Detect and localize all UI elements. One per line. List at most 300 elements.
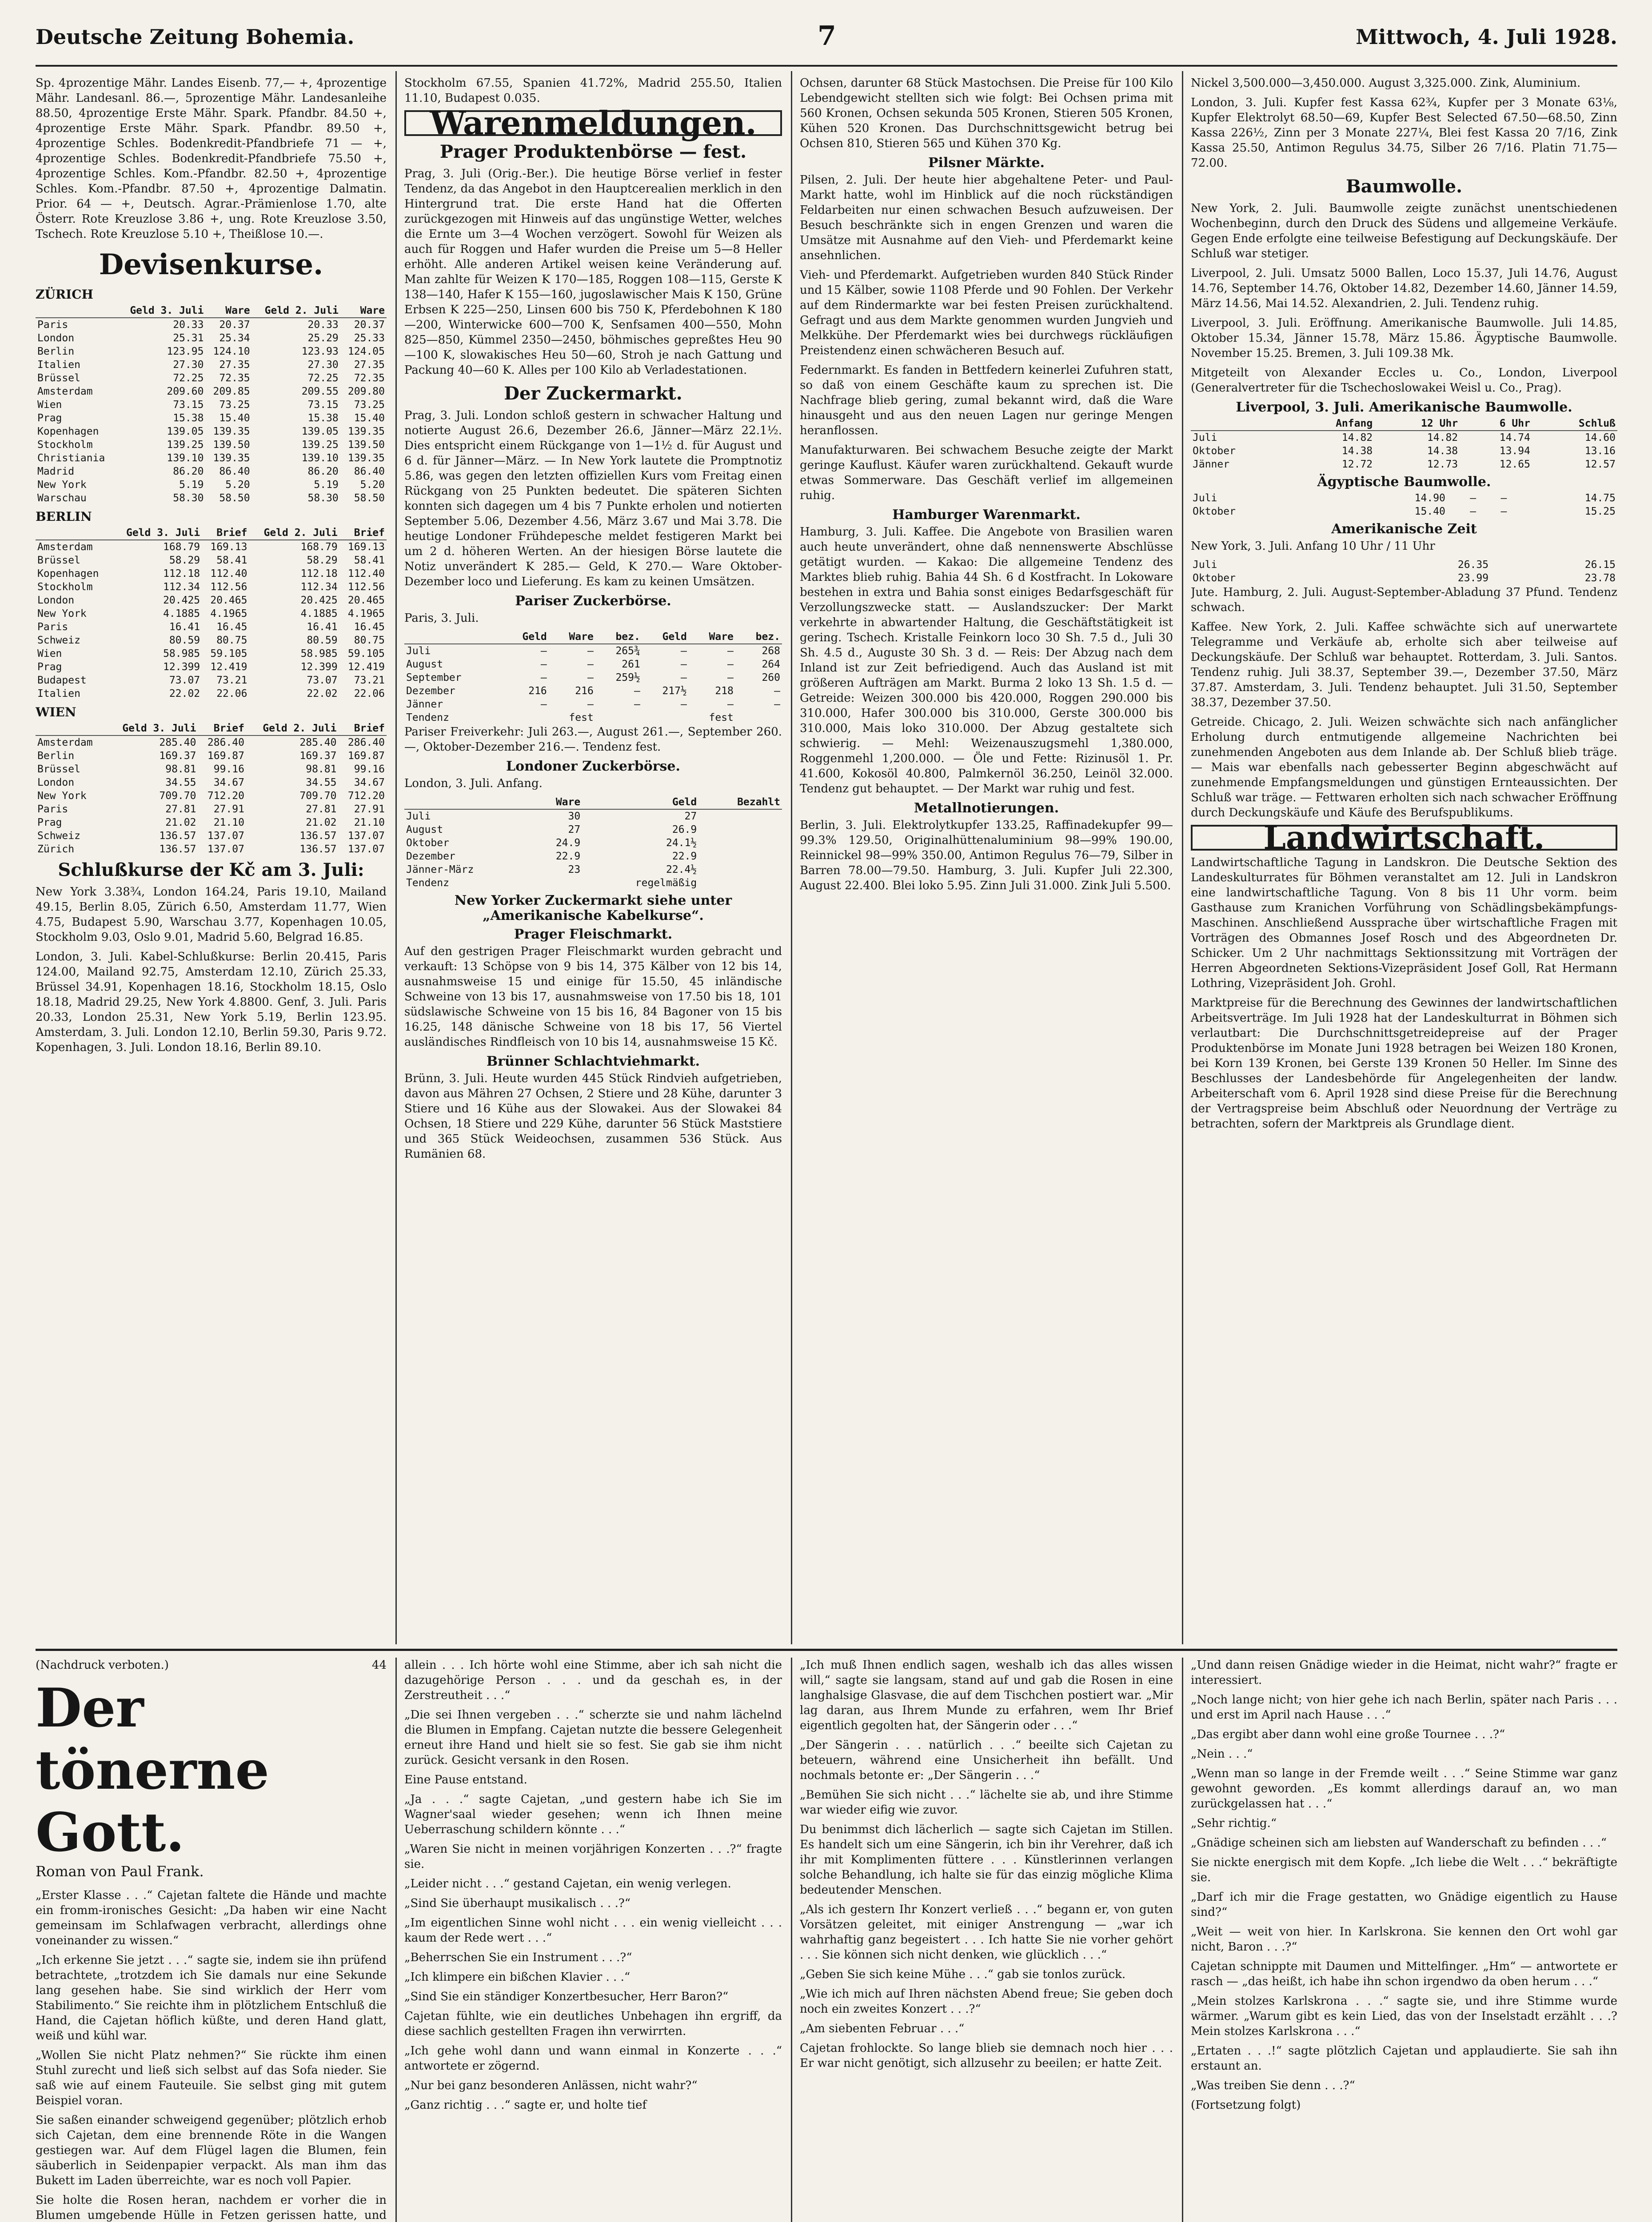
table-cell: Juli — [406, 645, 431, 657]
table-cell: August — [406, 824, 443, 835]
table-cell: Kopenhagen — [37, 568, 99, 579]
table-cell: 137.07 — [347, 830, 385, 842]
table-cell: 22.06 — [354, 688, 385, 699]
table-cell: 139.50 — [213, 439, 250, 451]
table-cell: 72.25 — [307, 372, 339, 384]
col-header: Ware — [340, 304, 387, 318]
col-header: Geld — [502, 630, 549, 644]
table-row — [404, 836, 782, 850]
table-cell: 72.35 — [354, 372, 385, 384]
table-cell: 16.45 — [354, 621, 385, 633]
paris-sugar-table — [404, 630, 782, 724]
novel-paragraph: „Noch lange nicht; von hier gehe ich nach Berlin, später nach Paris . . . und erst im April nach Hause . . .“ — [1191, 1693, 1617, 1722]
table-cell: 30 — [568, 811, 581, 822]
table-row — [36, 674, 387, 687]
table-cell: 58.41 — [216, 555, 247, 566]
column-markets — [800, 76, 1173, 1644]
novel-paragraph: „Sehr richtig.“ — [1191, 1817, 1277, 1830]
amer-cotton-table — [1191, 417, 1617, 471]
novel-paragraph: „Mein stolzes Karlskrona . . .“ sagte sie, und ihre Stimme wurde wärmer. „Warum gibt es kein Lied, das von der Inselstadt erzählt . . .? Mein stolzes Karlskrona . . .“ — [1191, 1994, 1617, 2038]
table-cell: Amsterdam — [37, 737, 93, 748]
table-cell: Oktober — [1193, 572, 1236, 584]
table-row — [36, 687, 387, 700]
novel-paragraph: (Fortsetzung folgt) — [1191, 2098, 1301, 2112]
table-row — [36, 580, 387, 594]
table-cell: London — [37, 777, 75, 788]
table-cell: 58.50 — [219, 492, 250, 504]
table-cell: — — [774, 699, 780, 710]
pilsen-text: Pilsen, 2. Juli. Der heute hier abgehaltene Peter- und Paul-Markt hatte, wohl im Hinblick auf die noch rückständigen Feldarbeiten nur einen schwachen Besuch aufzuweisen. Der Besuch beschränkte sich in engen Grenzen und waren die Umsätze mit Ausnahme auf den Vieh- und Pferdemarkt keine ansehnlichen. — [800, 173, 1173, 262]
table-cell: 58.985 — [163, 648, 200, 659]
hamburg-text: Hamburg, 3. Juli. Kaffee. Die Angebote von Brasilien waren auch heute unverändert, ohne daß nennenswerte Abschlüsse getätigt wurden. — Kakao: Die allgemeine Tendenz des Marktes blieb ruhig. Bahia 44 Sh. 6 d Kostfracht. In Lokoware bestehen in extra und Bahia sonst einiges Bedarfsgeschäft für Verzollungszwecke statt. — Auslandszucker: Der Markt verkehrte in abwartender Haltung, die Geschäftstätigkeit ist gering. Tschech. Kristalle Feinkorn loco 30 Sh. 7.5 d., Juli 30 Sh. 4.5 d., Auguste 30 Sh. 3 d. — Reis: Der Abzug nach dem Inland ist zur Zeit befriedigend. Auch das Ausland ist mit größeren Aufträgen am Markt. Burma 2 loko 13 Sh. 1.5 d. — Getreide: Weizen 300.000 bis 420.000, Roggen 290.000 bis 310.000, Hafer 300.000 bis 310.000, Gerste 300.000 bis 310.000, Mais loko 310.000. Der Abzug gestaltete sich schwierig. — Mehl: Weizenauszugsmehl 1,380.000, Roggenmehl 1,200.000. — Öle und Fette: Rizinusöl 1. Pr. 41.600, Kokosöl 40.800, Palmkernöl 36.250, Leinöl 32.000. Tendenz gut behauptet. — Der Markt war ruhig und fest. — [800, 525, 1173, 795]
table-cell: 286.40 — [207, 737, 244, 748]
table-cell: 59.105 — [347, 648, 385, 659]
table-cell: 73.07 — [169, 675, 200, 686]
table-cell: 27.91 — [354, 803, 385, 815]
table-cell: London — [37, 332, 75, 344]
table-cell: 12.73 — [1427, 459, 1458, 470]
table-cell: 22.9 — [672, 851, 697, 862]
table-row — [36, 620, 387, 634]
novel-paragraph: Cajetan frohlockte. So lange blieb sie demnach noch hier . . . Er war nicht genötigt, sich allzusehr zu beeilen; er hatte Zeit. — [800, 2042, 1173, 2070]
table-row — [404, 863, 782, 876]
table-cell: 58.29 — [307, 555, 338, 566]
table-row — [404, 684, 782, 698]
table-cell: 139.25 — [301, 439, 339, 451]
table-cell: — — [1500, 492, 1507, 504]
amer-cotton-label: Liverpool, 3. Juli. Amerikanische Baumwolle. — [1236, 400, 1572, 415]
table-cell: 73.25 — [219, 399, 250, 411]
table-cell: 136.57 — [159, 830, 196, 842]
novel-paragraph: „Wenn man so lange in der Fremde weilt . . .“ Seine Stimme war ganz gewohnt geworden. „Es kommt allerdings darauf an, wo man zurückgelassen hat . . .“ — [1191, 1767, 1617, 1810]
table-cell: Paris — [37, 803, 68, 815]
table-cell: 27 — [568, 824, 581, 835]
table-cell: 137.07 — [347, 843, 385, 855]
table-cell: 72.25 — [173, 372, 204, 384]
col-header — [404, 630, 502, 644]
table-cell: Italien — [37, 359, 80, 371]
table-cell: 139.05 — [301, 426, 339, 437]
novel-paragraph: „Wollen Sie nicht Platz nehmen?“ Sie rückte ihm einen Stuhl zurecht und ließ sich selbst auf das Sofa nieder. Sie saß wie auf einem Fauteuile. Sie selbst ging mit gutem Beispiel voran. — [36, 2049, 387, 2107]
col-header: Ware — [532, 795, 582, 809]
table-cell: 14.82 — [1427, 432, 1458, 444]
table-cell — [698, 850, 782, 863]
table-cell — [735, 711, 782, 724]
table-cell: 22.02 — [307, 688, 338, 699]
table-cell — [698, 809, 782, 823]
table-cell: 268 — [762, 645, 780, 657]
table-cell: 14.75 — [1584, 492, 1616, 504]
table-cell: — — [727, 699, 734, 710]
london-sugar-table — [404, 795, 782, 890]
table-cell: 14.74 — [1499, 432, 1530, 444]
schlacht-label: Brünner Schlachtviehmarkt. — [486, 1054, 700, 1069]
table-cell: 12.419 — [347, 661, 385, 673]
table-cell: 139.35 — [347, 452, 385, 464]
table-cell: 20.33 — [173, 319, 204, 331]
table-row — [36, 789, 387, 803]
table-cell: 98.81 — [306, 763, 337, 775]
table-row — [36, 318, 387, 332]
schlacht-continued: Ochsen, darunter 68 Stück Mastochsen. Die Preise für 100 Kilo Lebendgewicht stellten sich wie folgt: Bei Ochsen prima mit 560 Kronen, Ochsen sekunda 505 Kronen, Stieren 505 Kronen, Kühen 520 Kronen. Das Durchschnittsgewicht betrug bei Ochsen 810, Stieren 565 und Kühen 370 Kg. — [800, 76, 1173, 150]
table-cell: 285.40 — [159, 737, 196, 748]
table-row — [1191, 458, 1617, 471]
installment-number: 44 — [371, 1659, 387, 1672]
table-row — [36, 345, 387, 358]
table-cell: 259½ — [615, 672, 640, 683]
novel-paragraph: „Die sei Ihnen vergeben . . .“ scherzte sie und nahm lächelnd die Blumen in Empfang. Cajetan nutzte die bessere Gelegenheit erneut ihre Hand und hielt sie so fest. Sie gab sie ihm nicht zurück. Gesicht versank in den Rosen. — [404, 1708, 782, 1767]
table-cell: 260 — [762, 672, 780, 683]
table-cell: 169.87 — [347, 750, 385, 762]
table-cell: 24.9 — [555, 837, 581, 849]
table-cell: 22.06 — [216, 688, 247, 699]
novel-paragraph: „Beherrschen Sie ein Instrument . . .?“ — [404, 1951, 632, 1964]
table-cell: 23.78 — [1584, 572, 1616, 584]
col-header: Geld 2. Juli — [249, 526, 339, 540]
table-cell: 73.15 — [173, 399, 204, 411]
table-row — [404, 644, 782, 658]
col-header: Ware — [205, 304, 251, 318]
table-cell: Brüssel — [37, 372, 80, 384]
table-cell — [698, 863, 782, 876]
table-cell: 712.20 — [207, 790, 244, 802]
issue-date: Mittwoch, 4. Juli 1928. — [1356, 25, 1617, 49]
novel-paragraph: „Bemühen Sie sich nicht . . .“ lächelte sie ab, und ihre Stimme war wieder eifig wie zuvor. — [800, 1788, 1173, 1817]
novel-paragraph: „Ja . . .“ sagte Cajetan, „und gestern habe ich Sie im Wagner'saal wieder gesehen; wenn ich Ihnen meine Ueberraschung schildern könnte . . .“ — [404, 1793, 782, 1836]
table-cell: 21.02 — [306, 817, 337, 828]
table-cell: 14.38 — [1341, 445, 1373, 457]
table-cell: 27.81 — [306, 803, 337, 815]
table-cell: Berlin — [37, 750, 75, 762]
table-cell: New York — [37, 608, 87, 619]
novel-paragraph: „Ich erkenne Sie jetzt . . .“ sagte sie, indem sie ihn prüfend betrachtete, „trotzdem ich Sie damals nur eine Sekunde lang gesehen habe. Sie sind wirklich der Herr vom Stabilimento.“ Sie reichte ihm in plötzlichem Entschluß die Hand, die Cajetan höflich küßte, und deren Hand glatt, weiß und kühl war. — [36, 1954, 387, 2042]
table-row — [36, 567, 387, 580]
table-row — [36, 540, 387, 554]
table-row — [36, 465, 387, 478]
col-header: Brief — [338, 722, 387, 735]
novel-paragraph: „Ich muß Ihnen endlich sagen, weshalb ich das alles wissen will,“ sagte sie langsam, stand auf und gab die Rosen in eine langhalsige Glasvase, die auf dem Tischchen postiert war. „Mir lag daran, aus Ihrem Munde zu erfahren, wem Ihr Brief eigentlich gegolten hat, der Sängerin oder . . .“ — [800, 1659, 1173, 1732]
jute-text: Jute. Hamburg, 2. Juli. August-September-Abladung 37 Pfund. Tendenz schwach. — [1191, 586, 1617, 614]
table-row — [36, 372, 387, 385]
table-row — [404, 823, 782, 836]
bremen-cotton-text: Liverpool, 3. Juli. Eröffnung. Amerikanische Baumwolle. Juli 14.85, Oktober 15.34, Jänner 15.78, März 15.86. Ägyptische Baumwolle. November 15.25. Bremen, 3. Juli 109.38 Mk. — [1191, 316, 1617, 360]
table-cell: — — [634, 685, 640, 697]
table-cell: 209.55 — [301, 386, 339, 397]
column-warenmeldungen — [404, 76, 782, 1644]
table-cell: 13.16 — [1584, 445, 1616, 457]
table-cell: Juli — [406, 811, 431, 822]
table-cell: — — [540, 699, 547, 710]
table-row — [36, 607, 387, 620]
table-cell: regelmäßig — [635, 877, 697, 889]
table-cell: — — [1470, 506, 1476, 517]
table-cell: 136.57 — [159, 843, 196, 855]
table-cell: 58.30 — [173, 492, 204, 504]
table-cell: 5.20 — [360, 479, 385, 491]
table-cell: Warschau — [37, 492, 87, 504]
masthead — [36, 16, 1617, 67]
baumwolle-title: Baumwolle. — [1345, 176, 1462, 197]
novel-paragraph: „Ganz richtig . . .“ sagte er, und holte tief — [404, 2098, 647, 2112]
table-cell: 22.4½ — [666, 864, 697, 875]
table-cell: 261 — [622, 659, 640, 670]
table-cell: Schweiz — [37, 830, 80, 842]
col-header: Geld 3. Juli — [106, 722, 198, 735]
table-cell: Juli — [1193, 432, 1217, 444]
table-cell: — — [587, 699, 594, 710]
table-cell: 73.15 — [307, 399, 339, 411]
table-cell: 21.10 — [354, 817, 385, 828]
novel-column-3 — [800, 1658, 1173, 2222]
table-row — [36, 398, 387, 412]
table-cell: 16.41 — [307, 621, 338, 633]
nyz-title: New Yorker Zuckermarkt siehe unter „Amerikanische Kabelkurse“. — [454, 893, 732, 923]
schlacht-text: Brünn, 3. Juli. Heute wurden 445 Stück Rindvieh aufgetrieben, davon aus Mähren 27 Ochsen, 2 Stiere und 28 Kühe, darunter 3 Stiere und 16 Kühe aus der Slowakei. Aus der Slowakei 84 Ochsen, 18 Stiere und 229 Kühe, darunter 56 Stück Maststiere und 365 Stück Weideochsen, zusammen 536 Stück. Aus Rumänien 68. — [404, 1072, 782, 1161]
table-cell: 216 — [528, 685, 547, 697]
col-header: Geld 2. Juli — [246, 722, 338, 735]
col-header: Geld 3. Juli — [112, 526, 202, 540]
table-cell: 137.07 — [207, 830, 244, 842]
table-cell: August — [406, 659, 443, 670]
table-cell: 34.67 — [213, 777, 244, 788]
table-cell — [502, 711, 549, 724]
column-rule — [1182, 1658, 1183, 2222]
table-cell: 25.34 — [219, 332, 250, 344]
table-cell: 58.30 — [307, 492, 339, 504]
table-row — [36, 816, 387, 829]
table-cell: 86.40 — [354, 466, 385, 477]
table-cell: 27.81 — [165, 803, 196, 815]
table-cell: 12.72 — [1341, 459, 1373, 470]
table-cell — [642, 711, 689, 724]
table-cell: 209.60 — [167, 386, 204, 397]
vieh-text: Vieh- und Pferdemarkt. Aufgetrieben wurden 840 Stück Rinder und 15 Kälber, sowie 1108 Pferde und 90 Fohlen. Der Verkehr auf dem Rindermarkte war bei festen Preisen zurückhaltend. Gefragt und aus dem Markte genommen wurden Jungvieh und Melkkühe. Der Pferdemarkt wies bei durchwegs rückläufigen Preistendenz einen schwächeren Besuch auf. — [800, 268, 1173, 357]
table-row — [36, 412, 387, 425]
novel-paragraph: „Wie ich mich auf Ihren nächsten Abend freue; Sie geben doch noch ein zweites Konzert . . .?“ — [800, 1987, 1173, 2016]
table-cell: 218 — [715, 685, 734, 697]
table-cell: 23 — [568, 864, 581, 875]
london-sub: London, 3. Juli. Anfang. — [404, 777, 543, 790]
schluss-title: Schlußkurse der Kč am 3. Juli: — [58, 859, 364, 880]
table-cell: 73.07 — [307, 675, 338, 686]
ny-cotton-table — [1191, 558, 1617, 585]
metall-text: Berlin, 3. Juli. Elektrolytkupfer 133.25, Raffinadekupfer 99—99.3% 129.50, Originalhüttenaluminium 98—99% 190.00, Reinnickel 98—99% 350.00, Antimon Regulus 76—79, Silber in Barren 78.00—79.50. Hamburg, 3. Juli. Kupfer Juli 22.300, August 22.400. Blei loko 5.95. Zinn Juli 31.000. Zink Juli 5.500. — [800, 819, 1173, 892]
table-cell: — — [681, 659, 687, 670]
table-cell: 73.21 — [354, 675, 385, 686]
table-cell: 136.57 — [299, 830, 337, 842]
table-cell: 58.41 — [354, 555, 385, 566]
table-cell: 137.07 — [207, 843, 244, 855]
table-cell — [595, 711, 642, 724]
table-cell: 22.02 — [169, 688, 200, 699]
table-cell: Tendenz — [406, 712, 449, 723]
table-cell: 124.10 — [213, 346, 250, 357]
metal-continued: Nickel 3,500.000—3,450.000. August 3,325.000. Zink, Aluminium. — [1191, 76, 1581, 90]
table-row — [36, 594, 387, 607]
table-row — [36, 452, 387, 465]
table-cell: 25.33 — [354, 332, 385, 344]
table-cell: 72.35 — [219, 372, 250, 384]
table-cell — [532, 876, 582, 890]
table-cell: 169.87 — [207, 750, 244, 762]
novel-paragraph: „Das ergibt aber dann wohl eine große Tournee . . .?“ — [1191, 1728, 1505, 1741]
novel-paragraph: Sie holte die Rosen heran, nachdem er vorher die in Blumen umgebende Hülle in Fetzen gerissen hatte, und — [36, 2194, 387, 2222]
feuilleton-rule — [36, 1649, 1617, 1651]
section-title-warenmeldungen: Warenmeldungen. — [404, 110, 782, 136]
table-cell — [698, 876, 782, 890]
table-cell: 12.65 — [1499, 459, 1530, 470]
table-cell: 15.38 — [173, 412, 204, 424]
table-cell: — — [587, 659, 594, 670]
table-cell: 112.34 — [300, 581, 338, 593]
table-cell: 12.419 — [210, 661, 247, 673]
table-cell: Oktober — [1193, 445, 1236, 457]
table-row — [1191, 444, 1617, 458]
table-cell: 123.95 — [167, 346, 204, 357]
ny-cotton-label: New York, 3. Juli. Anfang 10 Uhr / 11 Uhr — [1191, 540, 1435, 553]
liverpool-cotton-text: Liverpool, 2. Juli. Umsatz 5000 Ballen, Loco 15.37, Juli 14.76, August 14.76, September 14.76, Oktober 14.82, Dezember 14.60, Jänner 14.59, März 14.56, Mai 14.52. Alexandrien, 2. Juli. Tendenz ruhig. — [1191, 267, 1617, 310]
table-cell: New York — [37, 790, 87, 802]
table-cell: Dezember — [406, 685, 455, 697]
novel-paragraph: Cajetan schnippte mit Daumen und Mittelfinger. „Hm“ — antwortete er rasch — „das heißt, ich habe ihn schon irgendwo da oben herum . . .“ — [1191, 1960, 1617, 1988]
table-cell: 286.40 — [347, 737, 385, 748]
table-cell: 80.75 — [354, 635, 385, 646]
table-cell: September — [406, 672, 462, 683]
table-cell: Paris — [37, 621, 68, 633]
table-cell: 709.70 — [299, 790, 337, 802]
table-cell: 209.80 — [347, 386, 385, 397]
table-cell: 27.30 — [173, 359, 204, 371]
table-row — [36, 478, 387, 492]
novel-paragraph: „Nur bei ganz besonderen Anlässen, nicht wahr?“ — [404, 2079, 698, 2092]
paris-sub: Paris, 3. Juli. — [404, 611, 479, 625]
table-cell: 80.59 — [169, 635, 200, 646]
amzeit-label: Amerikanische Zeit — [1331, 521, 1477, 537]
table-cell: Dezember — [406, 851, 455, 862]
table-cell: fest — [709, 712, 734, 723]
col-header: bez. — [735, 630, 782, 644]
col-header — [1191, 417, 1289, 431]
column-rule — [395, 71, 397, 1644]
col-header: Brief — [339, 526, 387, 540]
novel-paragraph: Du benimmst dich lächerlich — sagte sich Cajetan im Stillen. Es handelt sich um eine Sängerin, ich bin ihr Verehrer, daß ich ihr mit Komplimenten füttere . . . Künstlerinnen verlangen solche Behandlung, ich halte sie für das einzig mögliche Klima bedeutender Menschen. — [800, 1823, 1173, 1897]
table-cell: 58.50 — [354, 492, 385, 504]
table-cell: 59.105 — [210, 648, 247, 659]
table-cell: 216 — [575, 685, 594, 697]
table-cell: 73.21 — [216, 675, 247, 686]
table-row — [36, 735, 387, 749]
col-header — [36, 722, 106, 735]
table-cell: 20.425 — [300, 595, 338, 606]
table-cell: Stockholm — [37, 581, 93, 593]
table-cell: 12.57 — [1584, 459, 1616, 470]
table-row — [404, 850, 782, 863]
novel-paragraph: „Ich gehe wohl dann und wann einmal in Konzerte . . .“ antwortete er zögernd. — [404, 2044, 782, 2073]
table-cell — [698, 823, 782, 836]
novel-paragraph: „Sind Sie überhaupt musikalisch . . .?“ — [404, 1897, 630, 1910]
table-cell: 27 — [684, 811, 697, 822]
table-cell: 86.20 — [173, 466, 204, 477]
table-cell: Prag — [37, 661, 62, 673]
table-cell: 22.9 — [555, 851, 581, 862]
table-cell: 99.16 — [354, 763, 385, 775]
page-number: 7 — [818, 20, 836, 52]
table-cell: 86.40 — [219, 466, 250, 477]
table-row — [36, 438, 387, 452]
table-cell: 23.99 — [1457, 572, 1489, 584]
table-cell: 27.35 — [354, 359, 385, 371]
table-row — [36, 660, 387, 674]
table-cell: — — [681, 672, 687, 683]
table-cell: 13.94 — [1499, 445, 1530, 457]
table-cell: 285.40 — [299, 737, 337, 748]
novel-paragraph: Cajetan fühlte, wie ein deutliches Unbehagen ihn ergriff, da diese sachlich gestellten Fragen ihn verwirrten. — [404, 2010, 782, 2038]
table-cell: 5.19 — [314, 479, 339, 491]
marktpreise-text: Marktpreise für die Berechnung des Gewinnes der landwirtschaftlichen Arbeitsverträge. Im Juli 1928 hat der Landeskulturrat in Böhmen sich verlautbart: Die Durchschnittsgetreidepreise auf der Prager Produktenbörse im Monate Juni 1928 betragen bei Weizen 180 Kronen, bei Korn 139 Kronen, bei Gerste 139 Kronen 50 Heller. Im Sinne des Beschlusses der Landesbehörde für Angelegenheiten der landw. Arbeiterschaft vom 6. April 1928 sind diese Preise für die Berechnung der Vertragspreise beim Abschluß oder Neuordnung der Verträge zu betrachten, sofern der Marktpreis als Grundlage dient. — [1191, 996, 1617, 1131]
table-cell: 139.25 — [167, 439, 204, 451]
table-cell: 98.81 — [165, 763, 196, 775]
novel-paragraph: „Ertaten . . .!“ sagte plötzlich Cajetan und applaudierte. Sie sah ihn erstaunt an. — [1191, 2044, 1617, 2073]
novel-paragraph: „Waren Sie nicht in meinen vorjährigen Konzerten . . .?“ fragte sie. — [404, 1842, 782, 1871]
novel-column-1 — [36, 1658, 387, 2222]
paris-label: Pariser Zuckerbörse. — [515, 593, 671, 609]
table-cell: 15.40 — [219, 412, 250, 424]
table-cell: 86.20 — [307, 466, 339, 477]
table-row — [36, 634, 387, 647]
table-cell: 99.16 — [213, 763, 244, 775]
table-cell: 80.75 — [216, 635, 247, 646]
table-cell: 169.13 — [210, 541, 247, 553]
table-row — [404, 711, 782, 724]
table-cell: 139.35 — [213, 452, 250, 464]
table-cell: Amsterdam — [37, 386, 93, 397]
novel-paragraph: „Erster Klasse . . .“ Cajetan faltete die Hände und machte ein fromm-ironisches Gesicht: „Da haben wir eine Nacht gemeinsam im Schlafwagen verbracht, allerdings ohne voneinander zu wissen.“ — [36, 1889, 387, 1947]
table-cell: 139.50 — [347, 439, 385, 451]
table-row — [404, 671, 782, 684]
table-cell: — — [681, 645, 687, 657]
col-header: Brief — [202, 526, 249, 540]
column-rule — [1182, 71, 1183, 1644]
table-cell: 34.55 — [306, 777, 337, 788]
col-header: Anfang — [1289, 417, 1374, 431]
table-row — [1191, 558, 1617, 571]
getreide-text: Getreide. Chicago, 2. Juli. Weizen schwächte sich nach anfänglicher Erholung durch entmutigende allgemeine Nachrichten bei zunehmenden Angeboten aus dem Inlande ab. Der Schluß blieb träge. — Mais war ebenfalls nach gebesserter Beginn abgeschwächt auf zunehmende Empfangsmeldungen und günstigen Ernteaussichten. Der Schluß war träge. — Fettwaren erholten sich nach schwacher Eröffnung durch Deckungskäufe und Käufe des Berufspublikums. — [1191, 715, 1617, 819]
table-cell: 20.465 — [347, 595, 385, 606]
table-cell: 217½ — [662, 685, 687, 697]
table-cell: 14.82 — [1341, 432, 1373, 444]
table-cell: 20.33 — [307, 319, 339, 331]
table-cell: 26.9 — [672, 824, 697, 835]
table-row — [36, 492, 387, 505]
table-cell: fest — [569, 712, 594, 723]
paris-note: Pariser Freiverkehr: Juli 263.—, August 261.—, September 260.—, Oktober-Dezember 216.—. Tendenz fest. — [404, 725, 782, 754]
table-cell: Italien — [37, 688, 80, 699]
table-cell: — — [540, 672, 547, 683]
berlin-label: BERLIN — [36, 509, 92, 524]
table-cell: 34.67 — [354, 777, 385, 788]
reprint-note: (Nachdruck verboten.) — [36, 1659, 169, 1672]
table-cell: 58.985 — [300, 648, 338, 659]
table-cell: 27.35 — [219, 359, 250, 371]
table-cell: 15.40 — [1414, 506, 1445, 517]
col-header: Geld — [582, 795, 698, 809]
section-title-landwirtschaft: Landwirtschaft. — [1191, 825, 1617, 851]
table-cell: Amsterdam — [37, 541, 93, 553]
table-cell: Schweiz — [37, 635, 80, 646]
novel-title: Der tönerne Gott. — [36, 1677, 269, 1864]
fleisch-text: Auf den gestrigen Prager Fleischmarkt wurden gebracht und verkauft: 13 Schöpse von 9 bis 14, 375 Kälber von 12 bis 14, ausnahmsweise 15 und einige für 15.50, 45 inländische Schweine von 13 bis 17, ausnahmsweise von 17.50 bis 18, 101 südslawische Schweine von 15 bis 16, 84 Bagoner von 15 bis 16.25, 148 dänische Schweine von 18 bis 17, 56 Viertel ausländisches Rindfleisch von 10 bis 14, ausnahmsweise 15 Kč. — [404, 945, 782, 1049]
wien-rates-table — [36, 722, 387, 856]
